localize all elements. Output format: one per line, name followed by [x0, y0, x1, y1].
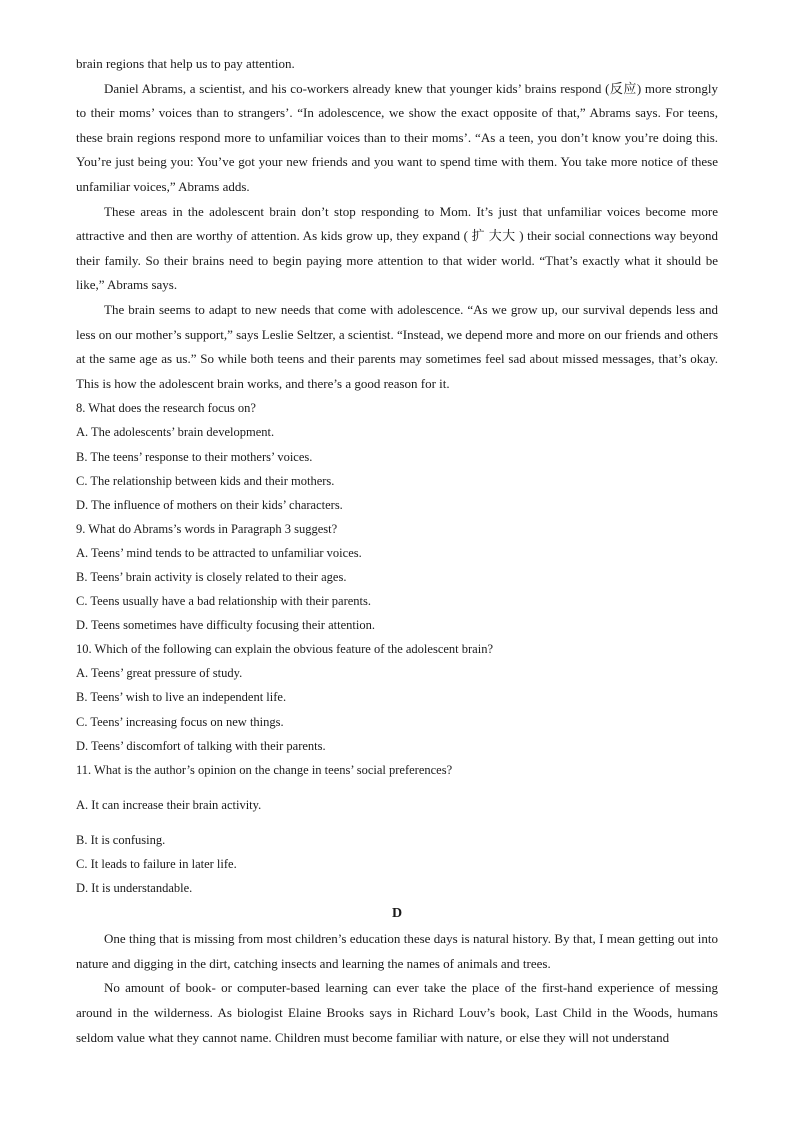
passage-d-paragraph-2: No amount of book- or computer-based learning can ever take the place of the first-hand experience of messing around in the wilderness. As biologist Elaine Brooks says in Richard Louv’s book, Last Child in the Woods, humans seldom value what they cannot name. Children must become familiar with nature, or else they will not understand — [76, 980, 718, 1045]
document-page — [76, 52, 718, 1050]
question-stem: 11. What is the author’s opinion on the change in teens’ social preferences? — [76, 762, 453, 777]
passage-c-paragraph-2: These areas in the adolescent brain don’t stop responding to Mom. It’s just that unfamiliar voices become more attractive and then are worthy of attention. As kids grow up, they expand ( 扩 大大 ) their social connections way beyond their family. So their brains need to begin paying more attention to that wider world. “That’s exactly what it should be like,” Abrams says. — [76, 203, 718, 293]
question-stem: 8. What does the research focus on? — [76, 401, 256, 416]
option-d: D. The influence of mothers on their kids’ characters. — [76, 497, 343, 512]
option-b: B. It is confusing. — [76, 832, 166, 847]
section-heading-d: D — [391, 906, 403, 922]
option-a: A. It can increase their brain activity. — [76, 797, 262, 812]
option-b: B. Teens’ wish to live an independent life. — [76, 690, 287, 705]
option-c: C. The relationship between kids and their mothers. — [76, 473, 335, 488]
option-d: D. Teens’ discomfort of talking with their parents. — [76, 738, 326, 753]
passage-d-paragraph-1: One thing that is missing from most children’s education these days is natural history. By that, I mean getting out into nature and digging in the dirt, catching insects and learning the names of animals and trees. — [76, 931, 718, 971]
option-c: C. It leads to failure in later life. — [76, 857, 237, 871]
question-9 — [76, 517, 718, 637]
question-stem: 9. What do Abrams’s words in Paragraph 3 suggest? — [76, 521, 338, 536]
option-d: D. It is understandable. — [76, 881, 193, 896]
question-10 — [76, 637, 718, 757]
question-8 — [76, 396, 718, 516]
spacer — [76, 782, 718, 793]
option-b: B. The teens’ response to their mothers’ voices. — [76, 449, 313, 464]
spacer — [76, 817, 718, 828]
option-d: D. Teens sometimes have difficulty focusing their attention. — [76, 618, 375, 633]
option-a: A. The adolescents’ brain development. — [76, 425, 275, 440]
passage-c-paragraph-1: Daniel Abrams, a scientist, and his co-workers already knew that younger kids’ brains respond (反应) more strongly to their moms’ voices than to strangers’. “In adolescence, we show the exact opposite of that,” Abrams says. For teens, these brain regions respond more to unfamiliar voices than to their moms’. “As a teen, you don’t know you’re doing this. You’re just being you: You’ve got your new friends and you want to spend time with them. You take more notice of these unfamiliar voices,” Abrams adds. — [76, 80, 718, 194]
option-a: A. Teens’ great pressure of study. — [76, 666, 243, 681]
question-stem: 10. Which of the following can explain the obvious feature of the adolescent brain? — [76, 642, 493, 657]
option-c: C. Teens’ increasing focus on new things. — [76, 714, 284, 729]
passage-c-paragraph-3: The brain seems to adapt to new needs that come with adolescence. “As we grow up, our survival depends less and less on our mother’s support,” says Leslie Seltzer, a scientist. “Instead, we depend more and more on our friends and others at the same age as us.” So while both teens and their parents may sometimes feel sad about missed messages, that’s okay. This is how the adolescent brain works, and there’s a good reason for it. — [76, 301, 718, 391]
passage-c-paragraph-0: brain regions that help us to pay attention. — [76, 56, 295, 71]
question-11 — [76, 758, 718, 900]
option-b: B. Teens’ brain activity is closely related to their ages. — [76, 569, 347, 584]
option-a: A. Teens’ mind tends to be attracted to unfamiliar voices. — [76, 545, 362, 560]
option-c: C. Teens usually have a bad relationship with their parents. — [76, 594, 372, 609]
